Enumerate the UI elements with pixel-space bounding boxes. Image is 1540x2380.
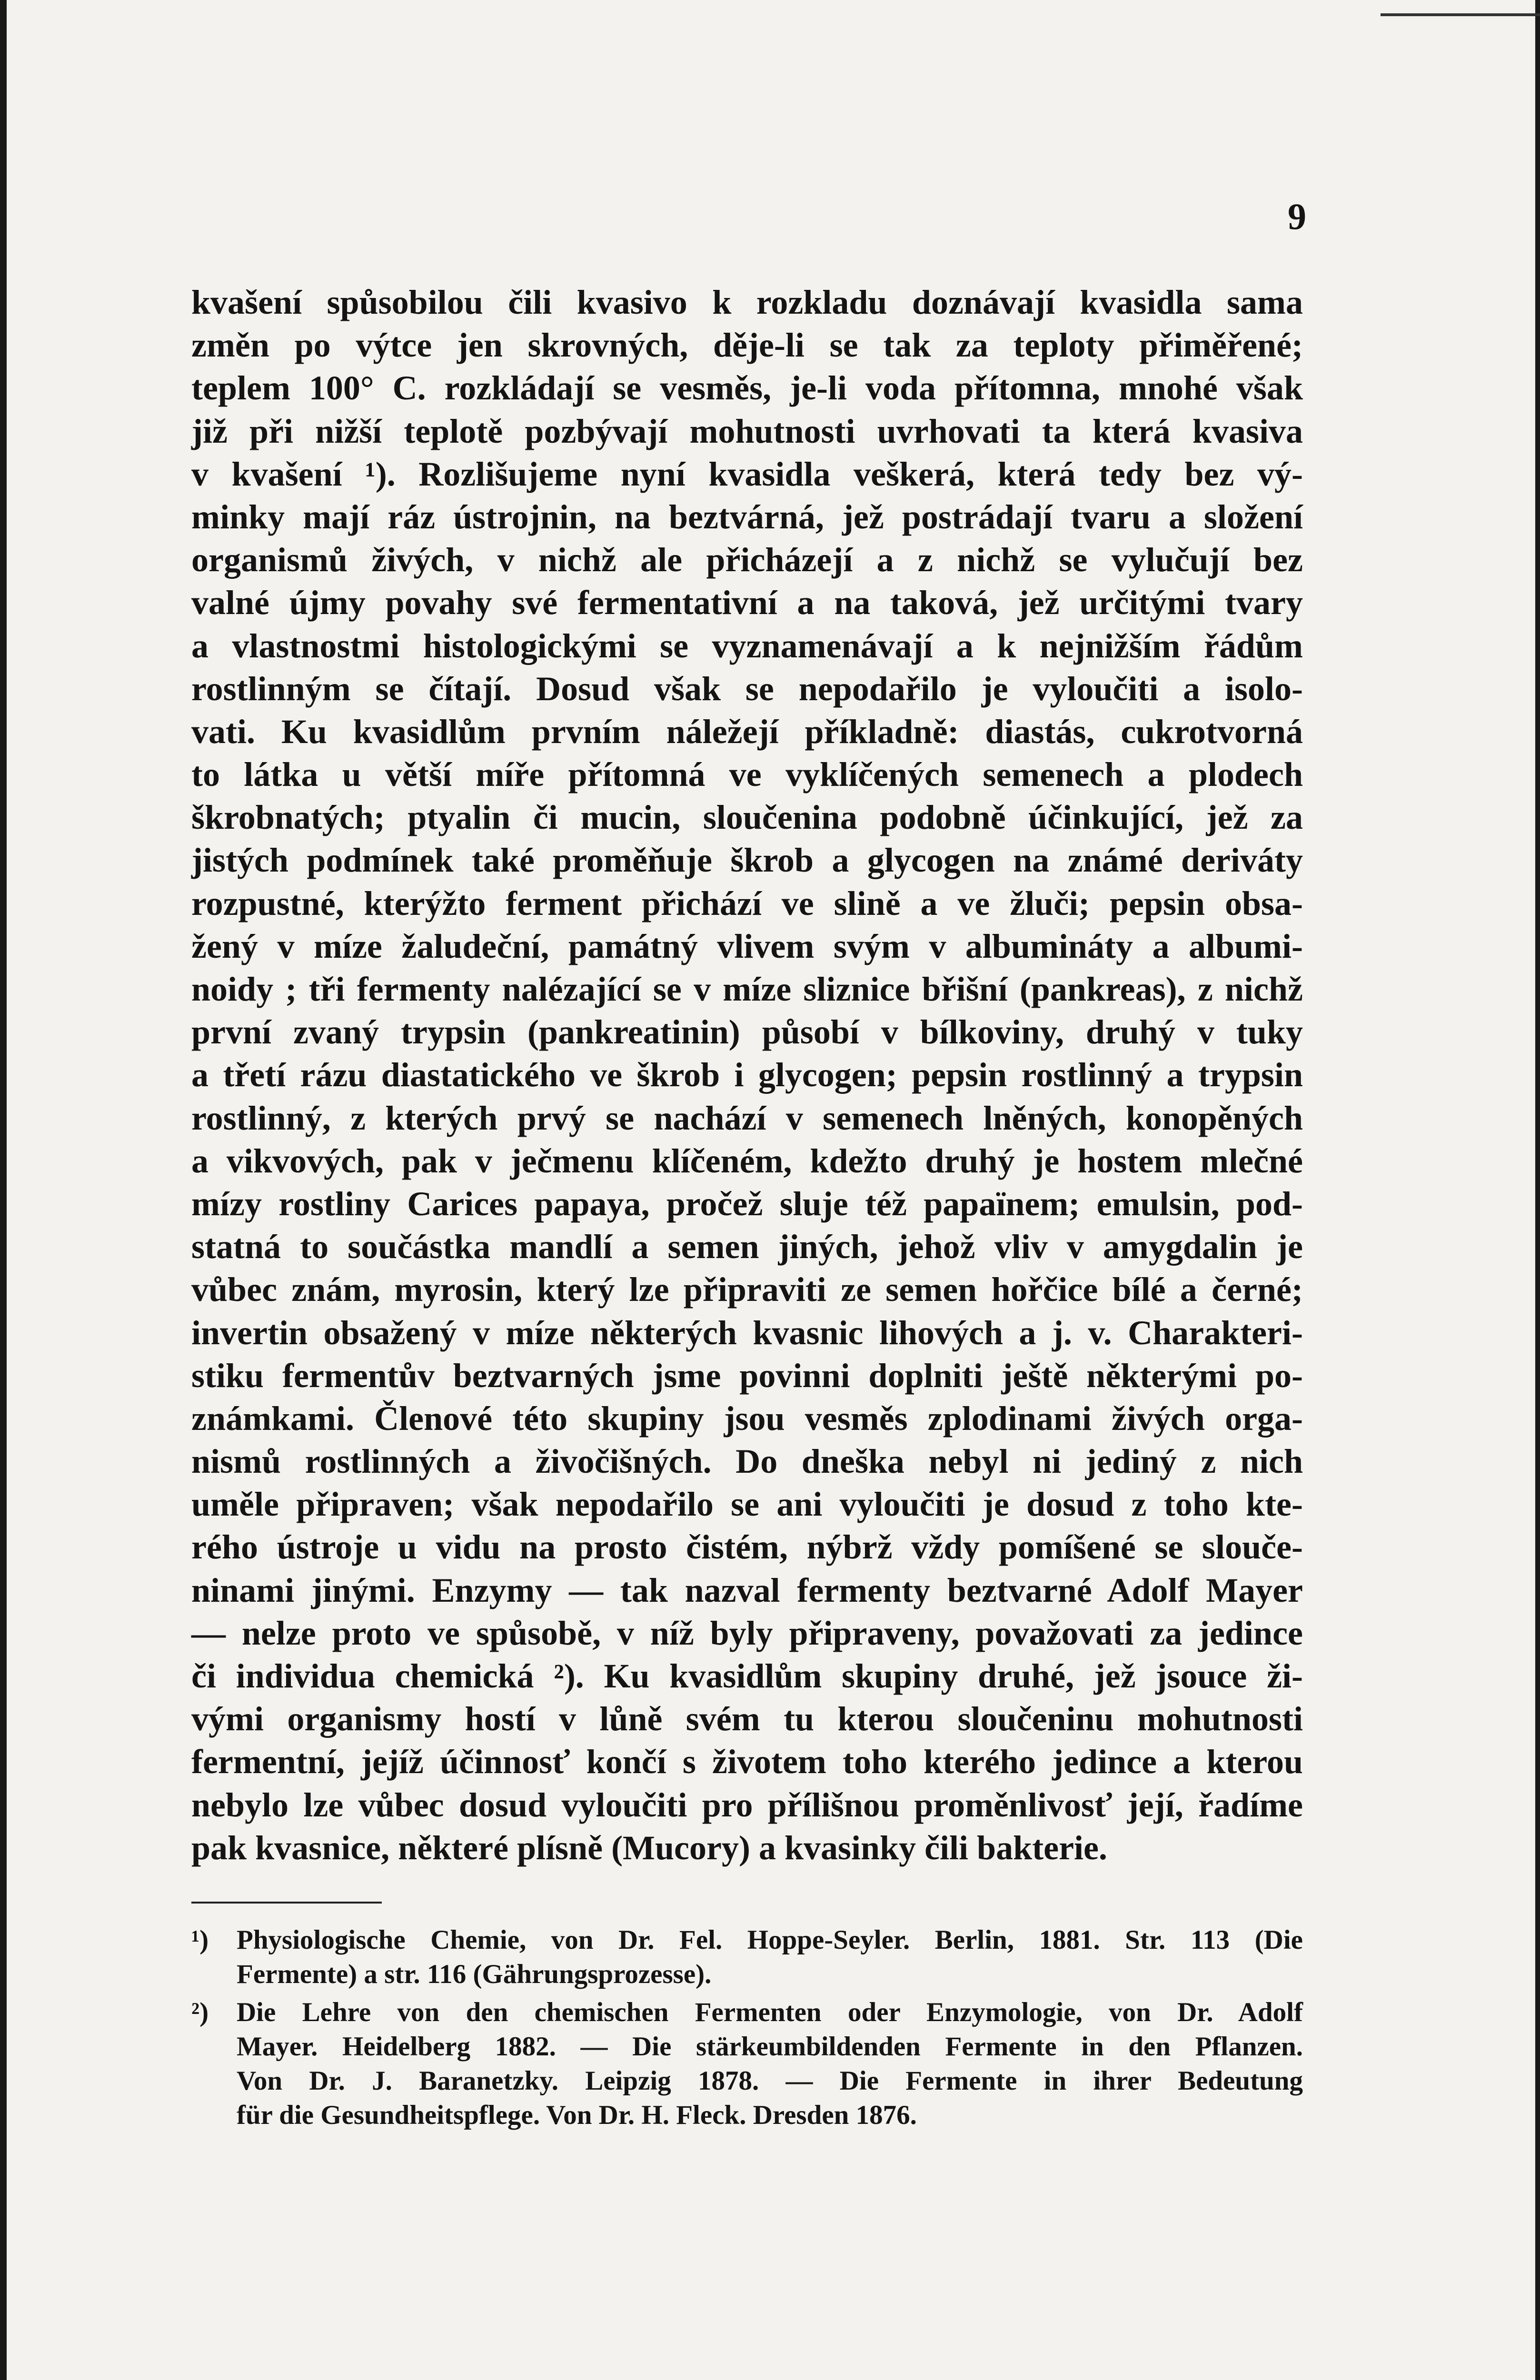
body-line: rého ústroje u vidu na prosto čistém, nýbrž vždy pomíšené se slouče- [191, 1528, 1303, 1567]
body-text [191, 281, 1303, 1869]
body-line: stiku fermentův beztvarných jsme povinni doplniti ještě některými po- [191, 1356, 1303, 1395]
scan-top-mark [1381, 13, 1540, 16]
body-line: jistých podmínek také proměňuje škrob a glycogen na známé deriváty [191, 841, 1303, 880]
body-line: škrobnatých; ptyalin či mucin, sloučenina podobně účinkující, jež za [191, 798, 1303, 837]
body-line: — nelze proto ve spůsobě, v níž byly připraveny, považovati za jedince [191, 1614, 1303, 1652]
footnotes [191, 1923, 1303, 2136]
body-line: známkami. Členové této skupiny jsou vesměs zplodinami živých orga- [191, 1399, 1303, 1438]
page-number: 9 [1288, 196, 1306, 237]
body-line: minky mají ráz ústrojnin, na beztvárná, jež postrádají tvaru a složení [191, 497, 1303, 536]
footnote-line: Physiologische Chemie, von Dr. Fel. Hoppe-Seyler. Berlin, 1881. Str. 113 (Die [237, 1925, 1303, 1955]
body-line: pak kvasnice, některé plísně (Mucory) a kvasinky čili bakterie. [191, 1828, 1107, 1867]
body-line: vati. Ku kvasidlům prvním náležejí příkladně: diastás, cukrotvorná [191, 712, 1303, 751]
body-line: noidy ; tři fermenty nalézající se v míze sliznice břišní (pankreas), z nichž [191, 970, 1303, 1008]
footnote-divider [191, 1902, 382, 1904]
footnote-line: Von Dr. J. Baranetzky. Leipzig 1878. — Die Fermente in ihrer Bedeutung [237, 2066, 1303, 2096]
body-line: fermentní, jejíž účinnosť končí s životem toho kterého jedince a kterou [191, 1743, 1303, 1781]
scan-left-edge [0, 0, 7, 2380]
body-line: žený v míze žaludeční, památný vlivem svým v albumináty a albumi- [191, 927, 1303, 965]
footnote-1 [191, 1923, 1303, 1992]
footnote-2 [191, 1995, 1303, 2132]
body-line: již při nižší teplotě pozbývají mohutnosti uvrhovati ta která kvasiva [191, 412, 1303, 450]
body-line: rozpustné, kterýžto ferment přichází ve slině a ve žluči; pepsin obsa- [191, 884, 1303, 922]
body-line: teplem 100° C. rozkládají se vesměs, je-li voda přítomna, mnohé však [191, 369, 1303, 407]
body-line: první zvaný trypsin (pankreatinin) působí v bílkoviny, druhý v tuky [191, 1013, 1303, 1051]
body-line: valné újmy povahy své fermentativní a na taková, jež určitými tvary [191, 584, 1303, 622]
scan-right-edge [1535, 0, 1540, 2380]
body-line: nebylo lze vůbec dosud vyloučiti pro přílišnou proměnlivosť její, řadíme [191, 1785, 1303, 1824]
body-line: vůbec znám, myrosin, který lze připraviti ze semen hořčice bílé a černé; [191, 1270, 1303, 1309]
footnote-mark: ²) [191, 1997, 209, 2027]
body-line: a třetí rázu diastatického ve škrob i glycogen; pepsin rostlinný a trypsin [191, 1056, 1303, 1094]
body-line: rostlinným se čítají. Dosud však se nepodařilo je vyloučiti a isolo- [191, 669, 1303, 708]
body-line: nismů rostlinných a živočišných. Do dneška nebyl ni jediný z nich [191, 1442, 1303, 1481]
body-line: ninami jinými. Enzymy — tak nazval fermenty beztvarné Adolf Mayer [191, 1571, 1303, 1609]
footnote-line: Fermente) a str. 116 (Gährungsprozesse). [237, 1959, 712, 1989]
footnote-mark: ¹) [191, 1925, 209, 1955]
body-line: či individua chemická ²). Ku kvasidlům skupiny druhé, jež jsouce ži- [191, 1657, 1303, 1695]
footnote-line: Die Lehre von den chemischen Fermenten oder Enzymologie, von Dr. Adolf [237, 1997, 1303, 2027]
body-line: změn po výtce jen skrovných, děje-li se tak za teploty přiměřené; [191, 326, 1303, 365]
body-line: mízy rostliny Carices papaya, pročež sluje též papaïnem; emulsin, pod- [191, 1184, 1303, 1223]
body-line: a vlastnostmi histologickými se vyznamenávají a k nejnižším řádům [191, 626, 1303, 665]
body-line: rostlinný, z kterých prvý se nachází v semenech lněných, konopěných [191, 1099, 1303, 1137]
body-line: vými organismy hostí v lůně svém tu kterou sloučeninu mohutnosti [191, 1700, 1303, 1738]
body-line: to látka u větší míře přítomná ve vyklíčených semenech a plodech [191, 755, 1303, 794]
body-line: a vikvových, pak v ječmenu klíčeném, kdežto druhý je hostem mlečné [191, 1141, 1303, 1180]
body-line: v kvašení ¹). Rozlišujeme nyní kvasidla veškerá, která tedy bez vý- [191, 455, 1303, 493]
body-line: uměle připraven; však nepodařilo se ani vyloučiti je dosud z toho kte- [191, 1485, 1303, 1524]
footnote-line: Mayer. Heidelberg 1882. — Die stärkeumbildenden Fermente in den Pflanzen. [237, 2032, 1303, 2062]
body-line: statná to součástka mandlí a semen jiných, jehož vliv v amygdalin je [191, 1228, 1303, 1266]
body-line: organismů živých, v nichž ale přicházejí a z nichž se vylučují bez [191, 541, 1303, 579]
body-line: invertin obsažený v míze některých kvasnic lihových a j. v. Charakteri- [191, 1313, 1303, 1352]
footnote-line: für die Gesundheitspflege. Von Dr. H. Fleck. Dresden 1876. [237, 2100, 917, 2130]
body-line: kvašení spůsobilou čili kvasivo k rozkladu doznávají kvasidla sama [191, 283, 1303, 321]
